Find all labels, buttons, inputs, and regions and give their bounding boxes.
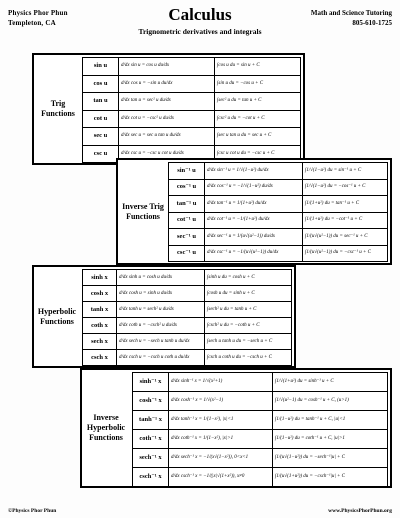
function-name: sec u [83,128,119,146]
page-subtitle: Trignometric derivatives and integrals [138,27,262,36]
table-row [169,212,388,229]
derivative-formula: d/dx sinh⁻¹ x = 1/√(x²+1) [169,373,273,392]
integral-formula: ∫1/(u√(1−u²)) du = −sech⁻¹|u| + C [273,449,388,468]
integral-formula: ∫1/√(1+u²) du = sinh⁻¹ u + C [273,373,388,392]
table-row [133,468,388,487]
function-name: sinh x [83,270,117,286]
header-right [311,8,392,28]
brand-name: Physics Phor Phun [8,9,68,17]
derivative-formula: d/dx coth⁻¹ x = 1/(1−x²), |x|>1 [169,430,273,449]
derivative-formula: d/dx tan u = sec² u du/dx [119,93,215,111]
table-row [169,179,388,196]
trig-functions-label: Trig Functions [41,99,75,118]
integral-formula: ∫1/√(u²−1) du = cosh⁻¹ u + C, (u>1) [273,392,388,411]
function-name: sec⁻¹ u [169,229,205,246]
derivative-formula: d/dx cos u = −sin u du/dx [119,75,215,93]
inverse-trig-functions-block [116,158,392,265]
brand-location: Templeton, CA [8,19,56,27]
integral-formula: ∫1/(1+u²) du = tan⁻¹ u + C [303,196,388,213]
integral-formula: ∫sech² u du = tanh u + C [205,302,292,318]
inverse-trig-functions-table [168,162,388,262]
table-row [169,245,388,262]
table-row [83,286,292,302]
table-row [169,163,388,180]
table-row [83,128,301,146]
derivative-formula: d/dx tan⁻¹ u = 1/(1+u²) du/dx [205,196,303,213]
derivative-formula: d/dx csch u = −csch u coth u du/dx [117,350,205,366]
table-row [133,449,388,468]
page-title: Calculus [168,5,232,24]
integral-formula: ∫csch u coth u du = −csch u + C [205,350,292,366]
integral-formula: ∫1/(u√(1+u²)) du = −csch⁻¹|u| + C [273,468,388,487]
integral-formula: ∫cosh u du = sinh u + C [205,286,292,302]
integral-formula: ∫1/(1−u²) du = tanh⁻¹ u + C, |u|<1 [273,411,388,430]
integral-formula: ∫sech u tanh u du = −sech u + C [205,334,292,350]
table-row [133,373,388,392]
table-row [169,229,388,246]
hyperbolic-functions-table [82,269,292,366]
table-row [169,196,388,213]
website-url: www.PhysicsPhorPhun.org [328,508,392,514]
derivative-formula: d/dx cot u = −csc² u du/dx [119,110,215,128]
function-name: tan⁻¹ u [169,196,205,213]
derivative-formula: d/dx cosh u = sinh u du/dx [117,286,205,302]
integral-formula: ∫csch² u du = −coth u + C [205,318,292,334]
copyright-notice: ©Physics Phor Phun [8,508,57,514]
function-name: tanh⁻¹ x [133,411,169,430]
table-row [133,411,388,430]
table-row [83,318,292,334]
integral-formula: ∫sinh u du = cosh u + C [205,270,292,286]
derivative-formula: d/dx tanh u = sech² u du/dx [117,302,205,318]
integral-formula: ∫1/(u√(u²−1)) du = −csc⁻¹ u + C [303,245,388,262]
integral-formula: ∫1/√(1−u²) du = sin⁻¹ u + C [303,163,388,180]
function-name: coth⁻¹ x [133,430,169,449]
function-name: sin u [83,58,119,76]
derivative-formula: d/dx cot⁻¹ u = −1/(1+u²) du/dx [205,212,303,229]
derivative-formula: d/dx sin⁻¹ u = 1/√(1−u²) du/dx [205,163,303,180]
phone-number: 805-610-1725 [352,19,392,27]
integral-formula: ∫cos u du = sin u + C [215,58,301,76]
integral-formula: ∫csc u cot u du = −csc u + C [215,145,301,163]
hyperbolic-functions-block [32,265,296,368]
function-name: sin⁻¹ u [169,163,205,180]
table-row [83,302,292,318]
derivative-formula: d/dx sec u = sec u tan u du/dx [119,128,215,146]
table-row [83,270,292,286]
inverse-hyperbolic-functions-table [132,372,388,487]
derivative-formula: d/dx sin u = cos u du/dx [119,58,215,76]
derivative-formula: d/dx coth u = −csch² u du/dx [117,318,205,334]
service-name: Math and Science Tutoring [310,9,392,17]
function-name: tanh x [83,302,117,318]
table-row [83,58,301,76]
table-row [83,350,292,366]
integral-formula: ∫1/√(1−u²) du = −cos⁻¹ u + C [303,179,388,196]
derivative-formula: d/dx csc⁻¹ u = −1/(u√(u²−1)) du/dx [205,245,303,262]
derivative-formula: d/dx cos⁻¹ u = −1/√(1−u²) du/dx [205,179,303,196]
function-name: cot⁻¹ u [169,212,205,229]
derivative-formula: d/dx sech u = −sech u tanh u du/dx [117,334,205,350]
table-row [83,334,292,350]
function-name: tan u [83,93,119,111]
table-row [133,430,388,449]
integral-formula: ∫sec u tan u du = sec u + C [215,128,301,146]
inverse-hyperbolic-functions-label: Inverse Hyperbolic Functions [86,413,126,442]
integral-formula: ∫csc² u du = −cot u + C [215,110,301,128]
integral-formula: ∫sec² u du = tan u + C [215,93,301,111]
derivative-formula: d/dx sech⁻¹ x = −1/(x√(1−x²)), 0<x<1 [169,449,273,468]
derivative-formula: d/dx tanh⁻¹ x = 1/(1−x²), |x|<1 [169,411,273,430]
function-name: sech x [83,334,117,350]
table-row [83,110,301,128]
inverse-hyperbolic-functions-block [80,368,392,488]
integral-formula: ∫1/(1−u²) du = coth⁻¹ u + C, |u|>1 [273,430,388,449]
table-row [133,392,388,411]
function-name: cos u [83,75,119,93]
trig-functions-block [32,53,305,165]
function-name: csch x [83,350,117,366]
function-name: cosh x [83,286,117,302]
integral-formula: ∫1/(u√(u²−1)) du = sec⁻¹ u + C [303,229,388,246]
table-row [83,75,301,93]
derivative-formula: d/dx cosh⁻¹ x = 1/√(x²−1) [169,392,273,411]
function-name: csch⁻¹ x [133,468,169,487]
derivative-formula: d/dx sinh u = cosh u du/dx [117,270,205,286]
integral-formula: ∫1/(1+u²) du = −cot⁻¹ u + C [303,212,388,229]
function-name: sech⁻¹ x [133,449,169,468]
function-name: csc⁻¹ u [169,245,205,262]
trig-functions-table [82,57,301,163]
function-name: cosh⁻¹ x [133,392,169,411]
table-row [83,93,301,111]
function-name: sinh⁻¹ x [133,373,169,392]
function-name: coth x [83,318,117,334]
integral-formula: ∫sin u du = −cos u + C [215,75,301,93]
function-name: cot u [83,110,119,128]
derivative-formula: d/dx csc u = −csc u cot u du/dx [119,145,215,163]
hyperbolic-functions-label: Hyperbolic Functions [37,306,77,326]
derivative-formula: d/dx sec⁻¹ u = 1/(u√(u²−1)) du/dx [205,229,303,246]
function-name: csc u [83,145,119,163]
function-name: cos⁻¹ u [169,179,205,196]
derivative-formula: d/dx csch⁻¹ x = −1/(|x|√(1+x²)), x≠0 [169,468,273,487]
inverse-trig-functions-label: Inverse Trig Functions [122,201,164,221]
